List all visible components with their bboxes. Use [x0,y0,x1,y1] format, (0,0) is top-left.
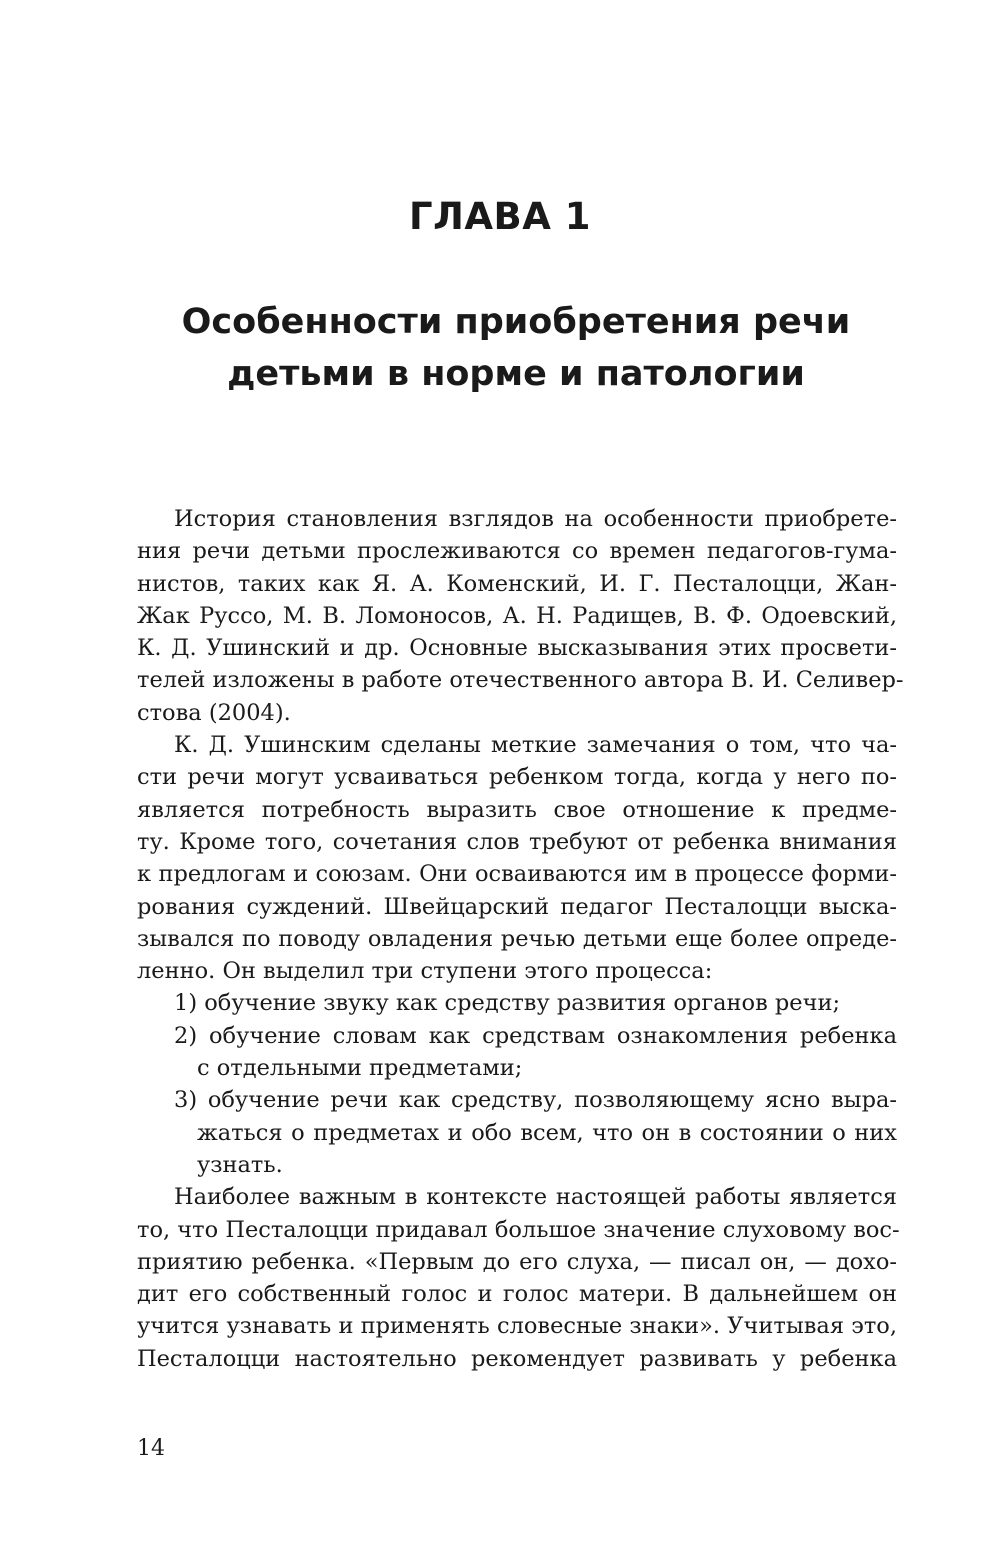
text-line: узнать. [197,1151,283,1178]
text-line: учится узнавать и применять словесные знаки». Учитывая это, [137,1313,897,1340]
text-line: телей изложены в работе отечественного автора В. И. Селивер- [137,667,904,694]
paragraph-1 [137,503,904,729]
text-line: сти речи могут усваиваться ребенком тогда, когда у него по- [137,764,897,791]
chapter-title-line: Особенности приобретения речи [181,302,851,342]
text-line: ленно. Он выделил три ступени этого процесса: [137,958,713,985]
text-line: Жак Руссо, М. В. Ломоносов, А. Н. Радищев, В. Ф. Одоевский, [137,602,897,629]
list-item [137,1084,897,1181]
text-line: дит его собственный голос и голос матери. В дальнейшем он [137,1281,897,1308]
text-line: нистов, таких как Я. А. Коменский, И. Г. Песталоцци, Жан- [137,570,897,597]
chapter-title-line: детьми в норме и патологии [227,354,805,394]
text-line: ния речи детьми прослеживаются со времен педагогов-гума- [137,538,897,565]
text-line: Наиболее важным в контексте настоящей работы является [174,1184,897,1211]
text-line: с отдельными предметами; [197,1055,523,1082]
text-line: приятию ребенка. «Первым до его слуха, — писал он, — дохо- [137,1248,897,1275]
chapter-label: ГЛАВА 1 [409,195,591,238]
text-line: является потребность выразить свое отношение к предме- [137,796,897,823]
numbered-list [137,987,897,1181]
text-line: то, что Песталоцци придавал большое значение слуховому вос- [137,1216,900,1243]
body-text [137,503,904,1375]
list-item [137,1020,897,1085]
chapter-title [100,296,932,400]
text-line: ту. Кроме того, сочетания слов требуют от ребенка внимания [137,828,897,855]
text-line: Песталоцци настоятельно рекомендует развивать у ребенка [137,1345,897,1372]
text-line: стова (2004). [137,699,291,726]
text-line: 2) обучение словам как средствам ознакомления ребенка [174,1022,897,1049]
text-line: История становления взглядов на особенности приобрете- [174,506,897,532]
text-line: зывался по поводу овладения речью детьми еще более опреде- [137,925,897,952]
text-line: к предлогам и союзам. Они осваиваются им в процессе форми- [137,861,897,888]
paragraph-3 [137,1181,900,1375]
paragraph-2 [137,729,897,987]
list-item [137,987,897,1019]
text-line: К. Д. Ушинским сделаны меткие замечания о том, что ча- [174,732,897,759]
text-line: 3) обучение речи как средству, позволяющему ясно выра- [174,1087,897,1114]
text-line: жаться о предметах и обо всем, что он в состоянии о них [197,1119,897,1146]
page-number: 14 [137,1436,165,1461]
text-line: К. Д. Ушинский и др. Основные высказывания этих просвети- [137,635,897,662]
text-line: рования суждений. Швейцарский педагог Песталоцци выска- [137,893,897,920]
text-line: 1) обучение звуку как средству развития органов речи; [174,990,841,1017]
